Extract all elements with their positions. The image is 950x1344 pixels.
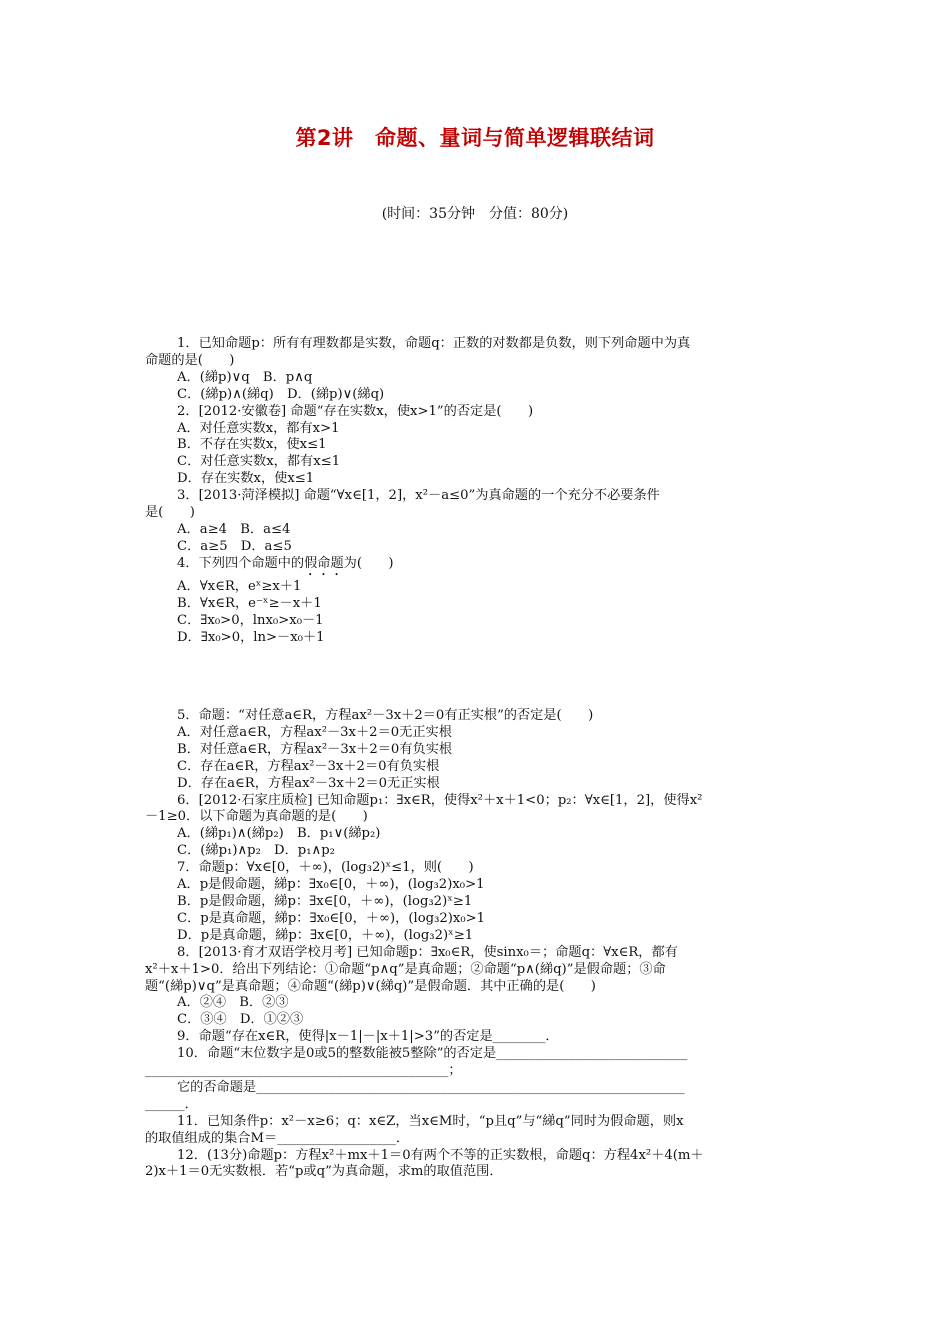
question-8-options-ab: A．②④ B．②③ xyxy=(177,995,289,1011)
time-score-info: (时间：35分钟 分值：80分) xyxy=(381,206,569,222)
question-7-option-b: B．p是假命题，綈p：∃x∈[0，＋∞)，(log₃2)ˣ≥1 xyxy=(177,893,473,909)
question-1-line-2: 命题的是( ) xyxy=(145,352,235,368)
question-10-line-2: ______________________________________________； xyxy=(145,1063,462,1079)
question-2-option-c: C．对任意实数x，都有x≤1 xyxy=(177,454,341,470)
question-4-stem-pre: 4．下列四个命题中的 xyxy=(177,555,305,571)
question-2-option-d: D．存在实数x，使x≤1 xyxy=(177,471,315,487)
question-6-options-ab: A．(綈p₁)∧(綈p₂) B．p₁∨(綈p₂) xyxy=(177,826,381,842)
question-10-line-4: ______． xyxy=(145,1096,198,1112)
question-5-option-b: B．对任意a∈R，方程ax²－3x＋2＝0有负实根 xyxy=(177,741,453,757)
question-4-stem-emphasis: 假命题 xyxy=(304,555,344,571)
question-6-options-cd: C．(綈p₁)∧p₂ D．p₁∧p₂ xyxy=(177,843,335,859)
question-12-line-1: 12．(13分)命题p：方程x²＋mx＋1＝0有两个不等的正实数根，命题q：方程4x²＋4(m＋ xyxy=(177,1147,704,1163)
question-7-option-c: C．p是真命题，綈p：∃x₀∈[0，＋∞)，(log₃2)x₀>1 xyxy=(177,910,486,926)
question-11-line-1: 11．已知条件p：x²－x≥6；q：x∈Z，当x∈M时，“p且q”与“綈q”同时为假命题，则x xyxy=(177,1113,684,1129)
questions-block-1 xyxy=(145,336,807,646)
question-5-option-c: C．存在a∈R，方程ax²－3x＋2＝0有负实根 xyxy=(177,758,440,774)
question-12-line-2: 2)x＋1＝0无实数根．若“p或q”为真命题，求m的取值范围． xyxy=(145,1164,503,1180)
question-3-options-ab: A．a≥4 B．a≤4 xyxy=(177,521,291,537)
question-6-line-2: －1≥0．以下命题为真命题的是( ) xyxy=(145,809,368,825)
question-1-line-1: 1．已知命题p：所有有理数都是实数，命题q：正数的对数都是负数，则下列命题中为真 xyxy=(177,336,691,351)
question-4-stem-post: 为( ) xyxy=(343,555,394,571)
question-10-line-3: 它的否命题是_________________________________________________________________ xyxy=(177,1079,685,1095)
question-3-line-2: 是( ) xyxy=(145,505,195,521)
question-7-option-d: D．p是真命题，綈p：∃x∈[0，＋∞)，(log₃2)ˣ≥1 xyxy=(177,927,474,943)
question-4-stem xyxy=(145,556,807,579)
question-5-option-a: A．对任意a∈R，方程ax²－3x＋2＝0无正实根 xyxy=(177,724,452,740)
question-8-line-1: 8．[2013·育才双语学校月考] 已知命题p：∃x₀∈R，使sinx₀＝；命题q：∀x∈R，都有 xyxy=(177,944,678,960)
question-5-option-d: D．存在a∈R，方程ax²－3x＋2＝0无正实根 xyxy=(177,775,440,791)
question-8-options-cd: C．③④ D．①②③ xyxy=(177,1012,304,1028)
question-9-stem: 9．命题“存在x∈R，使得|x－1|－|x＋1|>3”的否定是________． xyxy=(177,1029,559,1045)
question-5-stem: 5．命题：“对任意a∈R，方程ax²－3x＋2＝0有正实根”的否定是( ) xyxy=(177,708,594,723)
question-1-options-ab: A．(綈p)∨q B．p∧q xyxy=(177,369,313,385)
question-2-option-a: A．对任意实数x，都有x>1 xyxy=(177,420,340,436)
question-3-options-cd: C．a≥5 D．a≤5 xyxy=(177,538,292,554)
question-2-stem: 2．[2012·安徽卷] 命题“存在实数x，使x>1”的否定是( ) xyxy=(177,403,534,419)
question-4-option-b: B．∀x∈R，e⁻ˣ≥－x＋1 xyxy=(177,595,322,611)
question-6-line-1: 6．[2012·石家庄质检] 已知命题p₁：∃x∈R，使得x²＋x＋1<0；p₂：∀x∈[1，2]，使得x² xyxy=(177,792,703,808)
question-8-line-3: 题“(綈p)∨q”是真命题；④命题“(綈p)∨(綈q)”是假命题．其中正确的是( ) xyxy=(145,978,596,994)
question-7-option-a: A．p是假命题，綈p：∃x₀∈[0，＋∞)，(log₃2)x₀>1 xyxy=(177,877,485,893)
page-title: 第2讲 命题、量词与简单逻辑联结词 xyxy=(295,126,655,150)
question-3-line-1: 3．[2013·菏泽模拟] 命题“∀x∈[1，2]，x²－a≤0”为真命题的一个充分不必要条件 xyxy=(177,488,660,504)
questions-block-2 xyxy=(145,708,807,1181)
question-11-line-2: 的取值组成的集合M＝__________________． xyxy=(145,1130,410,1146)
question-10-line-1: 10．命题“末位数字是0或5的整数能被5整除”的否定是_____________________________ xyxy=(177,1046,688,1062)
question-2-option-b: B．不存在实数x，使x≤1 xyxy=(177,437,327,453)
question-4-option-a: A．∀x∈R，eˣ≥x＋1 xyxy=(177,578,302,594)
question-7-stem: 7．命题p：∀x∈[0，＋∞)，(log₃2)ˣ≤1，则( ) xyxy=(177,860,474,876)
question-4-option-c: C．∃x₀>0，lnx₀>x₀－1 xyxy=(177,612,324,628)
question-4-option-d: D．∃x₀>0，ln>－x₀＋1 xyxy=(177,629,325,645)
question-8-line-2: x²＋x＋1>0．给出下列结论：①命题“p∧q”是真命题；②命题“p∧(綈q)”是假命题；③命 xyxy=(145,961,666,977)
question-1-options-cd: C．(綈p)∧(綈q) D．(綈p)∨(綈q) xyxy=(177,386,385,402)
